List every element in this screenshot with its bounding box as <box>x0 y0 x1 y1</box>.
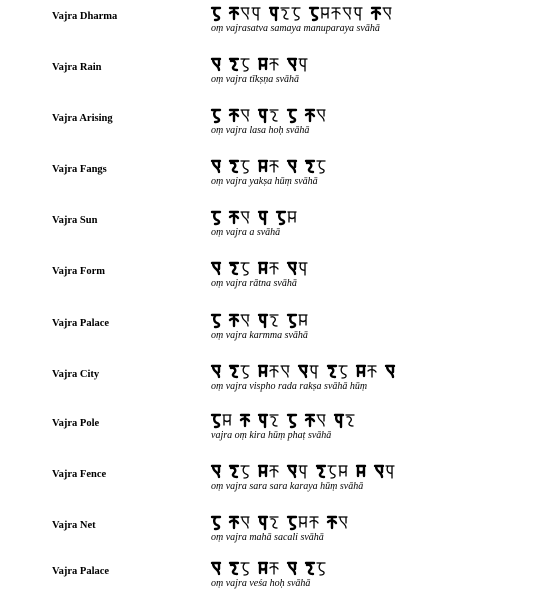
mantra-entry <box>0 565 552 605</box>
script-glyph <box>259 366 267 376</box>
script-glyph <box>259 59 267 69</box>
script-glyph <box>306 110 314 121</box>
mantra-name: Vajra City <box>52 369 100 380</box>
mantra-entry <box>0 468 552 508</box>
script-glyph <box>321 8 329 18</box>
script-word <box>230 8 260 20</box>
script-word <box>288 110 296 122</box>
script-glyph <box>241 415 249 426</box>
script-glyph <box>317 161 325 173</box>
mantra-entry <box>0 265 552 305</box>
script-word <box>212 517 220 529</box>
siddham-script <box>211 412 431 430</box>
script-glyph <box>270 315 278 326</box>
mantra-entry <box>0 368 552 408</box>
script-word <box>212 263 220 274</box>
script-word <box>310 8 362 20</box>
mantra-transliteration: vajra oṃ kira hūṃ phaṭ svāhā <box>211 430 332 441</box>
mantra-name: Vajra Sun <box>52 215 98 226</box>
script-glyph <box>288 161 296 172</box>
mantra-entry <box>0 317 552 357</box>
script-glyph <box>328 366 336 377</box>
script-glyph <box>230 366 238 377</box>
script-glyph <box>252 8 260 20</box>
script-word <box>306 161 325 173</box>
script-word <box>212 315 220 327</box>
script-glyph <box>299 263 307 275</box>
script-glyph <box>241 466 249 478</box>
mantra-name: Vajra Fence <box>52 469 107 480</box>
script-glyph <box>310 517 318 528</box>
script-glyph <box>383 8 391 19</box>
script-word <box>230 59 249 71</box>
script-glyph <box>335 415 343 427</box>
script-glyph <box>306 563 314 574</box>
script-glyph <box>288 110 296 122</box>
script-glyph <box>310 8 318 20</box>
script-glyph <box>386 466 394 478</box>
script-glyph <box>230 110 238 121</box>
script-glyph <box>212 8 220 20</box>
script-glyph <box>230 59 238 70</box>
script-word <box>288 563 296 574</box>
script-word <box>306 563 325 575</box>
script-glyph <box>212 466 220 477</box>
siddham-script <box>211 260 431 278</box>
script-glyph <box>212 563 220 574</box>
script-word <box>357 366 376 377</box>
script-word <box>259 315 278 327</box>
siddham-script <box>211 514 431 532</box>
siddham-script <box>211 463 431 481</box>
script-word <box>306 110 325 121</box>
mantra-name: Vajra Form <box>52 266 105 277</box>
siddham-script <box>211 158 431 176</box>
script-glyph <box>299 366 307 377</box>
mantra-name: Vajra Palace <box>52 566 110 577</box>
script-word <box>230 212 249 223</box>
mantra-name: Vajra Dharma <box>52 11 118 22</box>
script-word <box>230 110 249 121</box>
mantra-transliteration: oṃ vajra mahā sacali svāhā <box>211 532 324 543</box>
script-glyph <box>281 366 289 377</box>
mantra-entry <box>0 112 552 152</box>
script-glyph <box>270 366 278 377</box>
script-word <box>328 366 347 378</box>
script-glyph <box>259 263 267 273</box>
script-glyph <box>299 59 307 71</box>
script-glyph <box>241 366 249 378</box>
script-glyph <box>241 263 249 275</box>
script-glyph <box>230 466 238 477</box>
script-word <box>259 415 278 427</box>
script-word <box>212 366 220 377</box>
script-glyph <box>288 517 296 529</box>
script-glyph <box>230 315 238 326</box>
mantra-entry <box>0 519 552 559</box>
script-glyph <box>270 110 278 121</box>
script-glyph <box>212 212 220 224</box>
script-glyph <box>310 366 318 378</box>
script-word <box>306 415 325 426</box>
script-glyph <box>346 415 354 426</box>
script-glyph <box>259 563 267 573</box>
script-glyph <box>241 315 249 326</box>
script-glyph <box>317 466 325 477</box>
mantra-transliteration: oṃ vajra vispho rada rakṣa svāhā hūṃ <box>211 381 368 392</box>
siddham-script <box>211 107 431 125</box>
script-glyph <box>259 517 267 529</box>
script-glyph <box>270 415 278 426</box>
script-glyph <box>317 415 325 426</box>
script-glyph <box>230 212 238 223</box>
script-word <box>230 563 249 575</box>
siddham-script <box>211 363 431 381</box>
script-glyph <box>357 466 365 476</box>
script-glyph <box>354 8 362 20</box>
script-glyph <box>212 110 220 122</box>
script-word <box>288 315 307 327</box>
mantra-transliteration: oṃ vajra rātna svāhā <box>211 278 297 289</box>
mantra-name: Vajra Rain <box>52 62 102 73</box>
siddham-script <box>211 209 431 227</box>
mantra-entry <box>0 214 552 254</box>
script-glyph <box>212 59 220 70</box>
siddham-script <box>211 560 431 578</box>
script-glyph <box>328 466 336 478</box>
script-glyph <box>299 315 307 325</box>
script-word <box>288 466 307 478</box>
mantra-entry <box>0 163 552 203</box>
script-glyph <box>270 263 278 274</box>
script-glyph <box>277 212 285 224</box>
script-word <box>375 466 394 478</box>
mantra-name: Vajra Arising <box>52 113 113 124</box>
script-glyph <box>270 466 278 477</box>
script-glyph <box>223 415 231 425</box>
script-word <box>270 8 300 20</box>
script-word <box>230 466 249 478</box>
script-word <box>230 315 249 326</box>
script-glyph <box>292 8 300 20</box>
script-word <box>230 161 249 173</box>
script-glyph <box>230 517 238 528</box>
script-glyph <box>288 263 296 274</box>
script-glyph <box>328 517 336 528</box>
script-word <box>372 8 391 19</box>
mantra-transliteration: oṃ vajra yakṣa hūṃ svāhā <box>211 176 318 187</box>
script-glyph <box>317 563 325 575</box>
script-glyph <box>230 563 238 574</box>
script-glyph <box>259 466 267 476</box>
script-glyph <box>306 161 314 172</box>
script-glyph <box>241 110 249 121</box>
script-glyph <box>212 263 220 274</box>
mantra-transliteration: oṃ vajra a svāhā <box>211 227 281 238</box>
script-glyph <box>241 212 249 223</box>
script-word <box>288 415 296 427</box>
script-word <box>212 466 220 477</box>
script-glyph <box>357 366 365 376</box>
script-word <box>259 161 278 172</box>
script-glyph <box>270 563 278 574</box>
script-word <box>259 366 289 377</box>
script-word <box>212 212 220 224</box>
script-word <box>212 110 220 122</box>
script-glyph <box>288 212 296 222</box>
script-word <box>241 415 249 426</box>
script-word <box>288 161 296 172</box>
script-glyph <box>368 366 376 377</box>
mantra-name: Vajra Palace <box>52 318 110 329</box>
mantra-transliteration: oṃ vajra veśa hoḥ svāhā <box>211 578 311 589</box>
script-glyph <box>288 315 296 327</box>
script-word <box>317 466 347 478</box>
script-glyph <box>343 8 351 19</box>
script-word <box>335 415 354 427</box>
script-glyph <box>270 8 278 20</box>
script-glyph <box>212 517 220 529</box>
script-glyph <box>212 315 220 327</box>
mantra-entry <box>0 61 552 101</box>
script-glyph <box>259 212 267 224</box>
script-word <box>259 517 278 529</box>
siddham-script <box>211 312 431 330</box>
script-word <box>259 110 278 122</box>
script-glyph <box>241 161 249 173</box>
script-word <box>288 263 307 275</box>
script-glyph <box>241 517 249 528</box>
script-word <box>212 415 231 427</box>
script-word <box>277 212 296 224</box>
script-glyph <box>332 8 340 19</box>
script-glyph <box>241 563 249 575</box>
script-glyph <box>339 366 347 378</box>
mantra-transliteration: oṃ vajra tīkṣṇa svāhā <box>211 74 300 85</box>
script-word <box>230 366 249 378</box>
script-word <box>259 59 278 70</box>
script-word <box>212 563 220 574</box>
mantra-entry <box>0 10 552 50</box>
script-glyph <box>372 8 380 19</box>
script-glyph <box>230 263 238 274</box>
script-glyph <box>299 466 307 478</box>
script-glyph <box>375 466 383 477</box>
script-word <box>386 366 394 377</box>
script-glyph <box>212 366 220 377</box>
script-word <box>259 263 278 274</box>
script-word <box>299 366 318 378</box>
mantra-transliteration: oṃ vajra sara sara karaya hūṃ svāhā <box>211 481 364 492</box>
script-word <box>230 517 249 528</box>
script-glyph <box>259 315 267 327</box>
script-glyph <box>230 8 238 19</box>
script-word <box>212 8 220 20</box>
script-word <box>288 59 307 71</box>
script-glyph <box>339 517 347 528</box>
script-glyph <box>299 517 307 527</box>
mantra-transliteration: oṃ vajra lasa hoḥ svāhā <box>211 125 310 136</box>
script-glyph <box>241 8 249 19</box>
mantra-transliteration: oṃ vajra karmma svāhā <box>211 330 308 341</box>
script-glyph <box>259 415 267 427</box>
script-glyph <box>270 59 278 70</box>
siddham-script <box>211 56 431 74</box>
script-glyph <box>288 59 296 70</box>
script-glyph <box>230 161 238 172</box>
script-glyph <box>270 161 278 172</box>
mantra-name: Vajra Fangs <box>52 164 107 175</box>
script-glyph <box>288 415 296 427</box>
script-glyph <box>212 415 220 427</box>
mantra-transliteration: oṃ vajrasatva samaya manuparaya svāhā <box>211 23 380 34</box>
script-glyph <box>386 366 394 377</box>
script-glyph <box>270 517 278 528</box>
mantra-name: Vajra Net <box>52 520 96 531</box>
script-glyph <box>241 59 249 71</box>
script-word <box>288 517 318 529</box>
script-glyph <box>339 466 347 476</box>
script-glyph <box>306 415 314 426</box>
script-glyph <box>212 161 220 172</box>
script-word <box>259 563 278 574</box>
script-word <box>230 263 249 275</box>
script-word <box>212 161 220 172</box>
script-glyph <box>288 563 296 574</box>
script-word <box>259 466 278 477</box>
script-glyph <box>259 110 267 122</box>
script-word <box>259 212 267 224</box>
script-glyph <box>288 466 296 477</box>
siddham-script <box>211 5 431 23</box>
script-word <box>212 59 220 70</box>
script-word <box>328 517 347 528</box>
mantra-name: Vajra Pole <box>52 418 100 429</box>
script-glyph <box>281 8 289 19</box>
script-glyph <box>259 161 267 171</box>
script-word <box>357 466 365 476</box>
mantra-entry <box>0 417 552 457</box>
script-glyph <box>317 110 325 121</box>
